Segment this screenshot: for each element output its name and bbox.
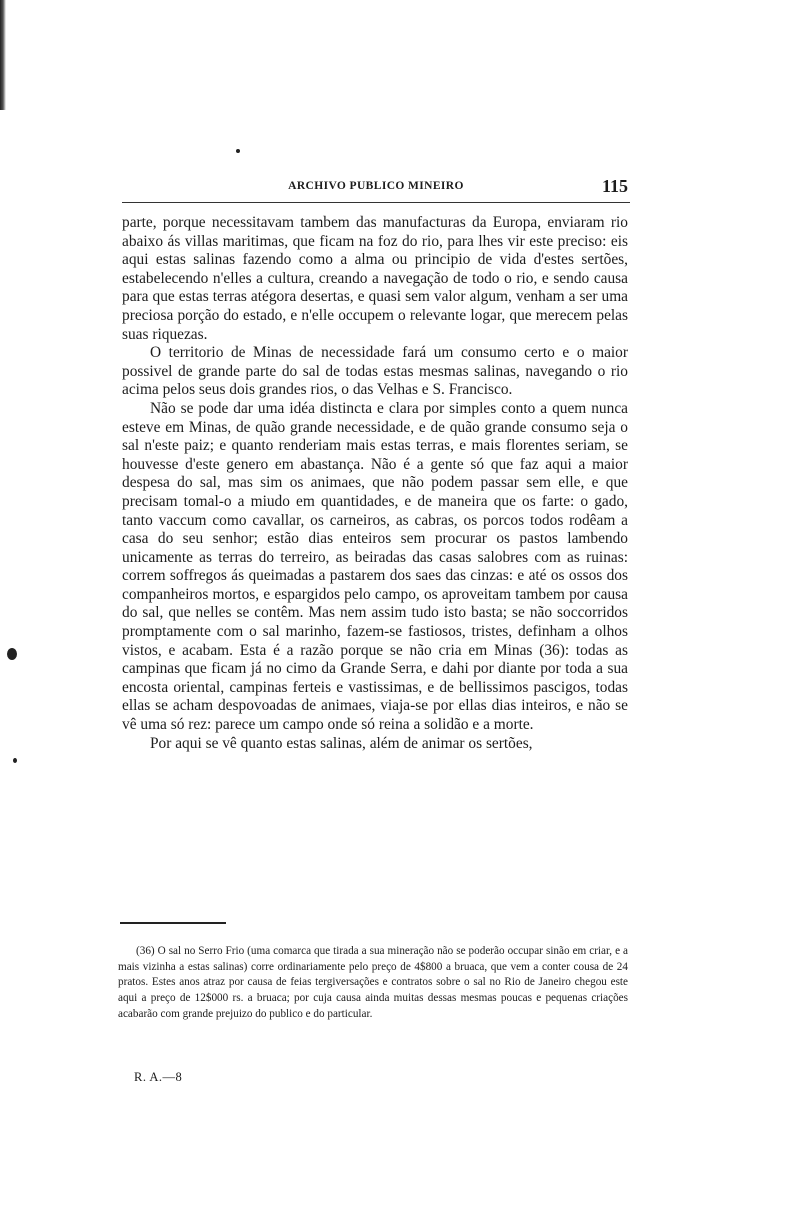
- page-header: [122, 176, 630, 200]
- running-head: ARCHIVO PUBLICO MINEIRO: [288, 180, 464, 192]
- footnote: [118, 944, 628, 1023]
- signature-mark: R. A.—8: [134, 1070, 183, 1084]
- paragraph: Não se pode dar uma idéa distincta e clara por simples conto a quem nunca esteve em Minas, de quão grande necessidade, e de quão grande consumo seja o sal n'este paiz; e quanto renderiam mais estas terras, e mais florentes seriam, se houvesse d'este genero em abastança. Não é a gente só que faz aqui a maior despesa do sal, mas sim os animaes, que não podem passar sem elle, e que precisam tomal-o a miudo em quantidades, e de maneira que os farte: o gado, tanto vaccum como cavallar, os carneiros, as cabras, os porcos todos rodêam a casa do seu senhor; estão dias enteiros sem procurar os pastos lambendo unicamente as terras do terreiro, as beiradas das casas salobres com as ruinas: correm soffregos ás queimadas a pastarem dos saes das cinzas: e até os ossos dos companheiros mortos, e espargidos pelo campo, os aproveitam tambem por causa do sal, que nelles se contêm. Mas nem assim tudo isto basta; se não soccorridos promptamente com o sal marinho, fazem-se fastiosos, tristes, definham a olhos vistos, e acabam. Esta é a razão porque se não cria em Minas (36): todas as campinas que ficam já no cimo da Grande Serra, e dahi por diante por toda a sua encosta oriental, campinas ferteis e vastissimas, e de bellissimos pascigos, todas ellas se acham despovoadas de animaes, viaja-se por ellas dias inteiros, e não se vê uma só rez: parece um campo onde só reina a solidão e a morte.: [122, 399, 628, 734]
- header-rule: [122, 202, 630, 203]
- ink-speck: [13, 758, 17, 763]
- ink-speck: [7, 648, 17, 660]
- body-text: [122, 214, 628, 753]
- page-number: 115: [601, 176, 628, 196]
- footnote-text: (36) O sal no Serro Frio (uma comarca que tirada a sua mineração não se poderão occupar sinão em criar, e a mais vizinha a estas salinas) corre ordinariamente pelo preço de 4$800 a bruaca, que vem a conter cousa de 24 pratos. Estes anos atraz por causa de feias tergiversações e contratos sobre o sal no Rio de Janeiro chegou este aqui a preço de 12$000 rs. a bruaca; por cuja causa ainda muitas dessas mesmas poucas e pequenas criações acabarão com grande prejuizo do publico e do particular.: [118, 945, 628, 1020]
- paragraph: parte, porque necessitavam tambem das manufacturas da Europa, enviaram rio abaixo ás villas maritimas, que ficam na foz do rio, para lhes vir este preciso: eis aqui estas salinas fazendo como a alma ou principio de vida d'estes sertões, estabelecendo n'elles a cultura, creando a navegação de todo o rio, e sendo causa para que estas terras atégora desertas, e quasi sem valor algum, venham a ser uma preciosa porção do estado, e n'elle occupem o relevante logar, que merecem pelas suas riquezas.: [122, 214, 628, 343]
- footnote-rule: [120, 922, 226, 924]
- page-edge-shadow: [0, 0, 6, 110]
- paragraph: Por aqui se vê quanto estas salinas, além de animar os sertões,: [150, 734, 533, 752]
- ink-speck: [236, 149, 240, 153]
- paragraph: O territorio de Minas de necessidade fará um consumo certo e o maior possivel de grande parte do sal de todas estas mesmas salinas, navegando o rio acima pelos seus dois grandes rios, o das Velhas e S. Francisco.: [122, 344, 628, 399]
